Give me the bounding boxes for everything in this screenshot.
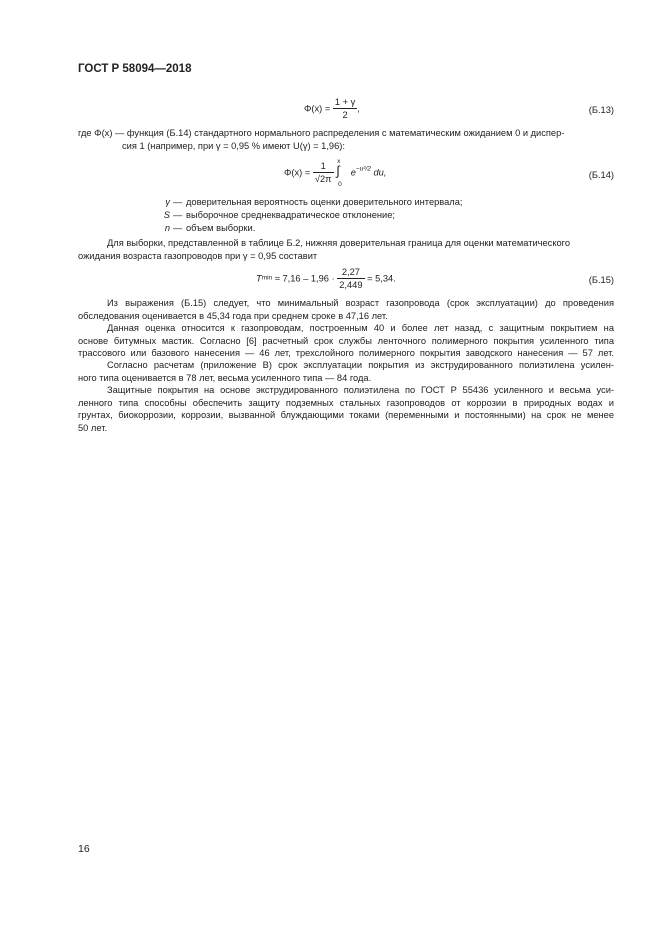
paragraph-2 [78,322,614,360]
equation-b14-integral [336,159,348,187]
equation-b13-fraction [333,97,357,121]
definition-s [78,209,614,222]
equation-b14-exp-base: e [350,167,356,178]
equation-b14-body [284,159,386,187]
definition-symbol: S [163,210,170,220]
equation-b13-lhs: Φ(x) = [304,103,331,114]
equation-b14-tail: du, [373,167,387,178]
definition-symbol: n [164,223,170,233]
equation-b13-body [304,97,360,121]
equation-b13-denominator: 2 [342,110,348,120]
where-line-1: где Φ(x) — функция (Б.14) стандартного нормального распределения с математическим ожиданием 0 и диспер- [78,128,565,138]
equation-b15-lhs-sub: min [261,274,273,282]
equation-b15-mid: ≈ 7,16 – 1,96 · [274,273,335,284]
equation-b13-number: (Б.13) [588,105,614,115]
symbol-definitions [78,196,614,238]
paragraph-line: Защитные покрытия на основе экструдированного полиэтилена по ГОСТ Р 55436 усиленного и весьма уси- [107,385,614,395]
page-number: 16 [78,843,90,855]
paragraph-line: ного типа оценивается в 78 лет, весьма усиленного типа — 84 года. [78,372,372,383]
definition-symbol: γ [165,197,170,207]
paragraph-line: ожидания возраста газопроводов при γ = 0,95 составит [78,250,318,261]
equation-b14-lhs: Φ(x) = [284,167,311,178]
equation-b13 [78,97,614,123]
equation-b13-numerator: 1 + γ [334,97,356,107]
integral-sign: ∫ [336,163,340,178]
paragraph-line: ленного типа способны обеспечить защиту подземных стальных газопроводов от коррозии в природных водах и [78,397,614,408]
where-clause [78,127,614,152]
paragraph-line: основе битумных мастик. Согласно [6] расчетный срок службы ленточного полимерного покрытия усиленного типа [78,335,614,346]
equation-b15-numerator: 2,27 [337,267,364,279]
equation-b14-upper-limit: x [337,158,341,165]
paragraph-1 [78,297,614,322]
equation-b15-body [256,267,396,291]
equation-b14-lower-limit: 0 [338,181,342,188]
paragraph-line: грунтах, биокоррозии, коррозии, вызванной блуждающими токами (переменными и постоянными) на срок не менее [78,410,614,421]
paragraph-line: Из выражения (Б.15) следует, что минимальный возраст газопровода (срок эксплуатации) до проведения [107,298,614,308]
definition-gamma [78,196,614,209]
equation-b14-exponent: −u²/2 [355,165,371,173]
definition-dash: — [173,210,183,220]
paragraph-intro [78,237,614,262]
equation-b15-tail: = 5,34. [367,273,396,284]
paragraph-4 [78,384,614,434]
paragraph-line: трассового или базового нанесения — 46 лет, трехслойного полимерного покрытия заводского нанесения — 57 лет. [78,348,614,359]
where-line-2: сия 1 (например, при γ = 0,95 % имеют U(γ) = 1,96): [122,140,345,151]
paragraph-line: Данная оценка относится к газопроводам, построенным 40 и более лет назад, с защитным покрытием на [107,323,614,333]
definition-n [78,222,614,235]
equation-b15-number: (Б.15) [588,275,614,285]
equation-b14-fraction [313,161,334,185]
paragraph-line: Согласно расчетам (приложение В) срок эксплуатации покрытия из экструдированного полиэтилена усилен- [107,360,614,370]
definition-text: выборочное среднеквадратическое отклонение; [186,210,395,220]
definition-dash: — [173,197,183,207]
definition-dash: — [173,223,183,233]
definition-text: объем выборки. [186,223,256,233]
paragraph-line: 50 лет. [78,422,108,433]
equation-b15 [78,267,614,295]
equation-b15-fraction [337,267,364,291]
equation-b15-denominator: 2,449 [339,280,363,290]
paragraph-line: Для выборки, представленной в таблице Б.2, нижняя доверительная граница для оценки математического [107,238,571,248]
equation-b14-denominator: √2π [314,174,332,184]
equation-b14 [78,157,614,191]
paragraph-3 [78,359,614,384]
paragraph-line: обследования оценивается в 45,34 года при среднем сроке в 47,16 лет. [78,310,388,321]
equation-b15-lhs: T [256,273,262,284]
document-header: ГОСТ Р 58094—2018 [78,63,192,75]
definition-text: доверительная вероятность оценки доверительного интервала; [186,197,463,207]
equation-b14-number: (Б.14) [588,170,614,180]
equation-b13-tail: , [357,103,360,114]
equation-b14-numerator: 1 [313,161,334,173]
